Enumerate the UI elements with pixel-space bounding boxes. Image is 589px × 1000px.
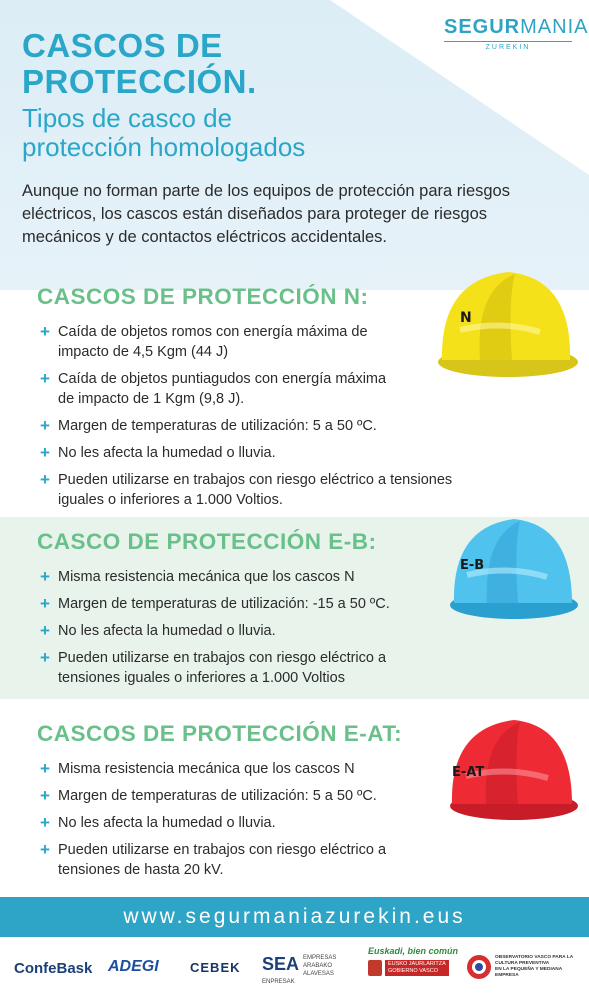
- section-casco-eat: [0, 703, 589, 893]
- plus-icon: +: [40, 470, 50, 489]
- plus-icon: +: [40, 567, 50, 586]
- list-item: + Margen de temperaturas de utilización: 5 a 50 ºC.: [40, 786, 377, 805]
- helmet-label: N: [460, 310, 472, 326]
- plus-icon: +: [40, 594, 50, 613]
- plus-icon: +: [40, 840, 50, 859]
- logo-divider: [444, 41, 572, 42]
- blue-helmet-icon: [432, 507, 582, 627]
- section-title: CASCOS DE PROTECCIÓN N:: [37, 284, 369, 309]
- plus-icon: +: [40, 621, 50, 640]
- segurmania-logo[interactable]: [444, 16, 589, 58]
- list-item: + Caída de objetos puntiagudos con energía máxima de impacto de 1 Kgm (9,8 J).: [40, 369, 387, 407]
- logo-wordmark: SEGURMANIA: [444, 16, 589, 38]
- section-casco-n: [0, 272, 589, 515]
- adegi-logo: ADEGI: [108, 958, 159, 975]
- gobierno-vasco-logo: Euskadi, bien común EUSKO JAURLARITZA GOBIERNO VASCO: [368, 946, 459, 974]
- section-title: CASCOS DE PROTECCIÓN E-AT:: [37, 721, 403, 746]
- list-item: + Caída de objetos romos con energía máxima de impacto de 4,5 Kgm (44 J): [40, 322, 368, 360]
- plus-icon: +: [40, 759, 50, 778]
- plus-icon: +: [40, 648, 50, 667]
- section-title: CASCO DE PROTECCIÓN E-B:: [37, 529, 377, 554]
- sea-logo: SEA EMPRESAS ARABAKO ALAVESAS ENPRESAK: [262, 954, 337, 985]
- shield-icon: [368, 960, 382, 976]
- plus-icon: +: [40, 322, 50, 341]
- section-casco-eb: [0, 517, 589, 699]
- yellow-helmet-icon: [420, 260, 580, 385]
- cebek-logo: CEBEK: [190, 960, 241, 975]
- confebask-logo: ConfeBask: [14, 960, 93, 977]
- list-item: + No les afecta la humedad o lluvia.: [40, 813, 276, 832]
- intro-paragraph: Aunque no forman parte de los equipos de protección para riesgos eléctricos, los cascos están diseñados para proteger de riesgos mecánicos y de contactos eléctricos accidentales.: [22, 182, 510, 246]
- sponsor-footer: [0, 940, 589, 1000]
- feature-list: [40, 759, 400, 887]
- list-item: + Misma resistencia mecánica que los cascos N: [40, 759, 355, 778]
- plus-icon: +: [40, 443, 50, 462]
- list-item: + Pueden utilizarse en trabajos con riesgo eléctrico a tensiones de hasta 20 kV.: [40, 840, 387, 878]
- feature-list: [40, 322, 453, 517]
- list-item: + Pueden utilizarse en trabajos con riesgo eléctrico a tensiones iguales o inferiores a 1.000 Voltios: [40, 648, 387, 686]
- helmet-label: E-AT: [452, 765, 485, 780]
- list-item: + No les afecta la humedad o lluvia.: [40, 443, 276, 462]
- feature-list: [40, 567, 420, 695]
- plus-icon: +: [40, 416, 50, 435]
- page-title: CASCOS DE PROTECCIÓN.: [22, 27, 257, 100]
- helmet-label: E-B: [460, 558, 485, 573]
- osalan-logo: OBSERVATORIO VASCO PARA LA CULTURA PREVENTIVA EN LA PEQUEÑA Y MEDIANA EMPRESA: [466, 954, 584, 980]
- website-url[interactable]: www.segurmaniazurekin.eus: [123, 905, 466, 928]
- plus-icon: +: [40, 369, 50, 388]
- list-item: + Margen de temperaturas de utilización: -15 a 50 ºC.: [40, 594, 390, 613]
- list-item: + Misma resistencia mecánica que los cascos N: [40, 567, 355, 586]
- osalan-emblem-icon: [466, 954, 492, 980]
- logo-subtitle: ZUREKIN: [485, 44, 531, 51]
- list-item: + Pueden utilizarse en trabajos con riesgo eléctrico a tensiones iguales o inferiores a 1.000 Voltios.: [40, 470, 453, 508]
- plus-icon: +: [40, 786, 50, 805]
- red-helmet-icon: [430, 708, 582, 828]
- list-item: + Margen de temperaturas de utilización: 5 a 50 ºC.: [40, 416, 377, 435]
- plus-icon: +: [40, 813, 50, 832]
- website-link[interactable]: [0, 897, 589, 937]
- list-item: + No les afecta la humedad o lluvia.: [40, 621, 276, 640]
- page-subtitle: Tipos de casco de protección homologados: [22, 103, 306, 162]
